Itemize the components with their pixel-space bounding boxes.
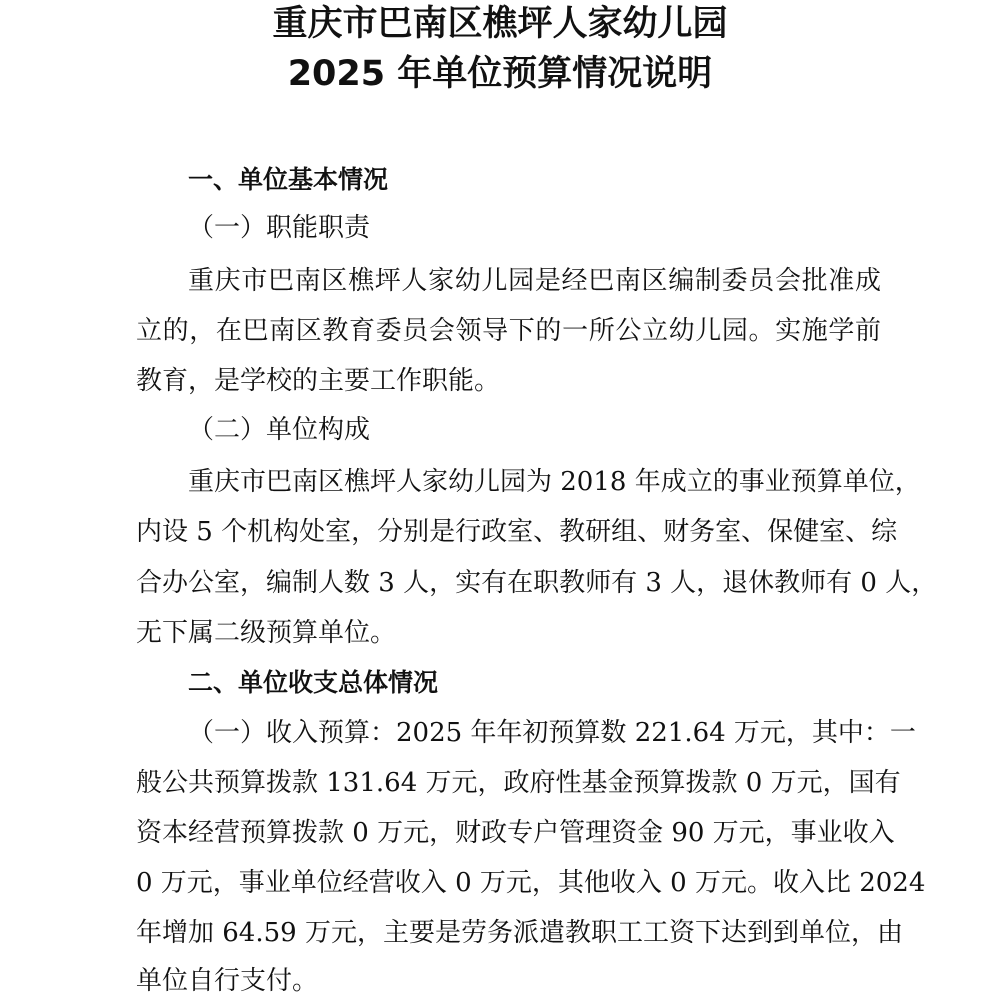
- paragraph-line: 重庆市巴南区樵坪人家幼儿园为 2018 年成立的事业预算单位，: [188, 467, 921, 497]
- section-heading-basic-info: 一、单位基本情况: [188, 165, 389, 194]
- paragraph-line: 资本经营预算拨款 0 万元，财政专户管理资金 90 万元，事业收入: [136, 818, 895, 848]
- paragraph-line: 合办公室，编制人数 3 人，实有在职教师有 3 人，退休教师有 0 人，: [136, 568, 938, 598]
- paragraph-line: 内设 5 个机构处室，分别是行政室、教研组、财务室、保健室、综: [136, 517, 898, 547]
- paragraph-line: 年增加 64.59 万元，主要是劳务派遣教职工工资下达到到单位，由: [136, 918, 903, 948]
- paragraph-line: 无下属二级预算单位。: [136, 618, 397, 648]
- section-heading-budget-overview: 二、单位收支总体情况: [188, 668, 439, 697]
- document-title-line-1: 重庆市巴南区樵坪人家幼儿园: [272, 4, 728, 44]
- paragraph-line: 重庆市巴南区樵坪人家幼儿园是经巴南区编制委员会批准成: [188, 266, 881, 296]
- paragraph-line: 单位自行支付。: [136, 966, 319, 996]
- paragraph-line: 教育，是学校的主要工作职能。: [136, 366, 501, 396]
- paragraph-line: 立的，在巴南区教育委员会领导下的一所公立幼儿园。实施学前: [136, 316, 881, 346]
- document-title-line-2: 2025 年单位预算情况说明: [287, 54, 713, 94]
- paragraph-line: 0 万元，事业单位经营收入 0 万元，其他收入 0 万元。收入比 2024: [136, 868, 926, 898]
- paragraph-line: 般公共预算拨款 131.64 万元，政府性基金预算拨款 0 万元，国有: [136, 768, 901, 798]
- subheading-functions: （一）职能职责: [188, 213, 371, 243]
- paragraph-line: （一）收入预算：2025 年年初预算数 221.64 万元，其中：一: [188, 718, 916, 748]
- subheading-structure: （二）单位构成: [188, 415, 371, 445]
